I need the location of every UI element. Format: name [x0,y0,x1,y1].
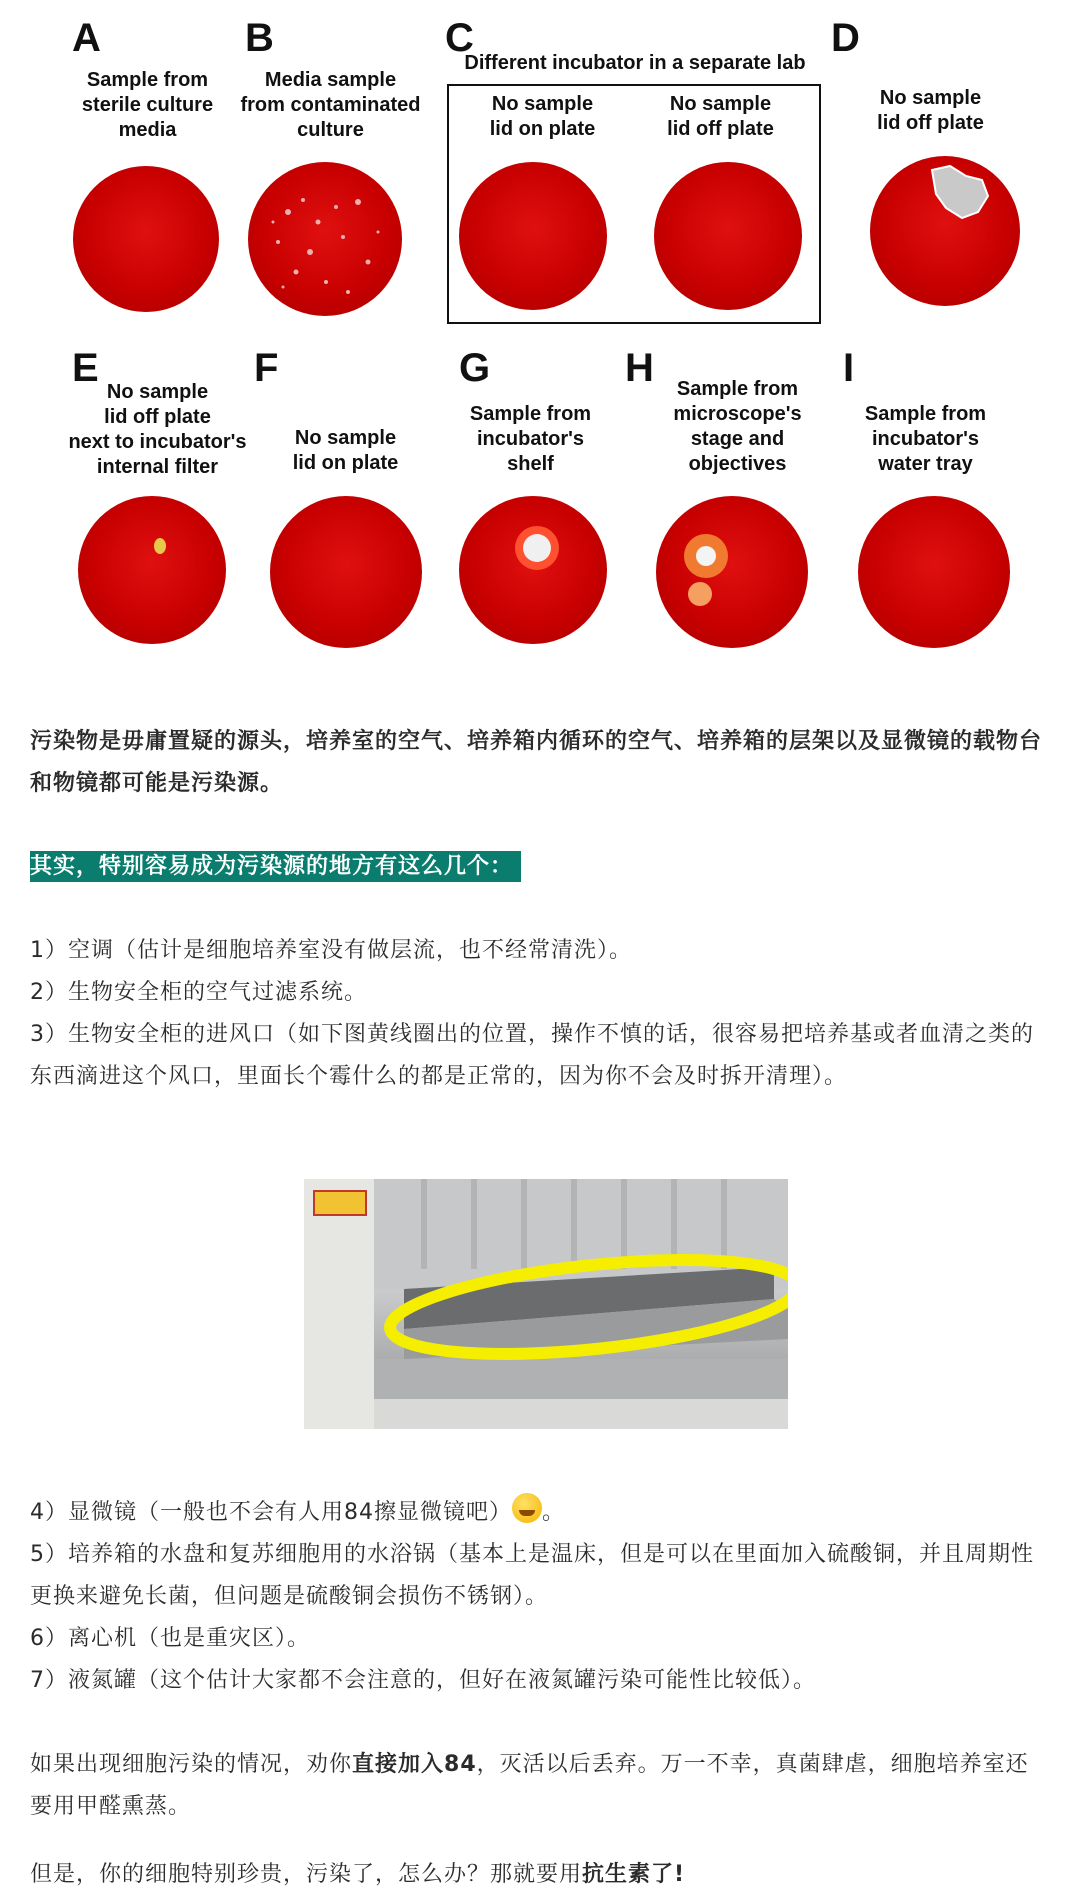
caption-i: Sample from incubator's water tray [864,403,987,475]
list-item-1: 1）空调（估计是细胞培养室没有做层流，也不经常清洗）。 [30,938,632,963]
shelf-colony [459,496,607,644]
caption-g: Sample from incubator's shelf [469,403,592,475]
plate-g [459,496,607,644]
colony-speckles [248,162,402,316]
highlight-text: 其实，特别容易成为污染源的地方有这么几个： [30,851,521,882]
plate-f [270,496,422,648]
list-item-6: 6）离心机（也是重灾区）。 [30,1626,310,1651]
closing-text: 但是，你的细胞特别珍贵，污染了，怎么办？那就要用 [30,1862,583,1887]
plate-b [248,162,402,316]
panel-letter-g: G [459,346,491,390]
list-item-5: 5）培养箱的水盘和复苏细胞用的水浴锅（基本上是温床，但是可以在里面加入硫酸铜，并且周期性更换来避免长菌，但问题是硫酸铜会损伤不锈钢）。 [30,1542,1035,1609]
advice-bold: 直接加入84 [352,1752,477,1777]
caption-a: Sample from sterile culture media [81,69,214,141]
highlight-heading [30,846,1045,888]
panel-letter-d: D [831,16,860,60]
panel-letter-a: A [72,16,101,60]
biosafety-cabinet-photo [304,1179,788,1429]
intro-paragraph: 污染物是毋庸置疑的源头，培养室的空气、培养箱内循环的空气、培养箱的层架以及显微镜的载物台和物镜都可能是污染源。 [30,729,1043,796]
closing-bold: 抗生素了! [582,1862,686,1887]
advice-text-a: 如果出现细胞污染的情况，劝你 [30,1752,353,1777]
list-item-4 [30,1492,1045,1534]
plate-h [656,496,808,648]
panel-letter-c: C [445,16,474,60]
list-item-4-text: 4）显微镜（一般也不会有人用84擦显微镜吧） [30,1500,512,1525]
filter-colony [78,496,226,644]
panel-letter-f: F [254,346,279,390]
caption-e: No sample lid off plate next to incubator's internal filter [68,381,247,478]
caption-h: Sample from microscope's stage and objectives [673,378,802,475]
advice-text-b: ，灭活以后丢弃。万一不幸，真菌肆虐，细胞培养室还要用甲醛熏蒸。 [30,1752,1029,1819]
panel-letter-e: E [72,346,99,390]
plate-a [73,166,219,312]
caption-d: No sample lid off plate [877,87,984,134]
caption-c-left: No sample lid on plate [489,93,596,140]
list-item-4-period: 。 [542,1500,566,1525]
caption-f: No sample lid on plate [292,427,399,474]
contamination-advice-paragraph [30,1744,1045,1828]
contamination-plates-figure [0,0,1073,668]
list-item-7: 7）液氮罐（这个估计大家都不会注意的，但好在液氮罐污染可能性比较低）。 [30,1668,816,1693]
panel-letter-b: B [245,16,274,60]
closing-paragraph [30,1854,1045,1896]
caption-c-box-title: Different incubator in a separate lab [464,52,806,74]
panel-letter-h: H [625,346,654,390]
plate-c-lid-on [459,162,607,310]
plate-c-lid-off [654,162,802,310]
plate-d [870,156,1020,306]
caption-b: Media sample from contaminated culture [240,69,421,141]
cabinet-inlet-illustration [304,1179,788,1429]
list-item-2: 2）生物安全柜的空气过滤系统。 [30,980,367,1005]
panel-letter-i: I [843,346,855,390]
list-item-3: 3）生物安全柜的进风口（如下图黄线圈出的位置，操作不慎的话，很容易把培养基或者血清之类的东西滴进这个风口，里面长个霉什么的都是正常的，因为你不会及时拆开清理）。 [30,1022,1035,1089]
plate-e [78,496,226,644]
caption-c-right: No sample lid off plate [667,93,774,140]
fungal-colony [870,156,1020,306]
grinning-emoji-icon [512,1493,542,1523]
plate-i [858,496,1010,648]
microscope-colony [656,496,808,648]
